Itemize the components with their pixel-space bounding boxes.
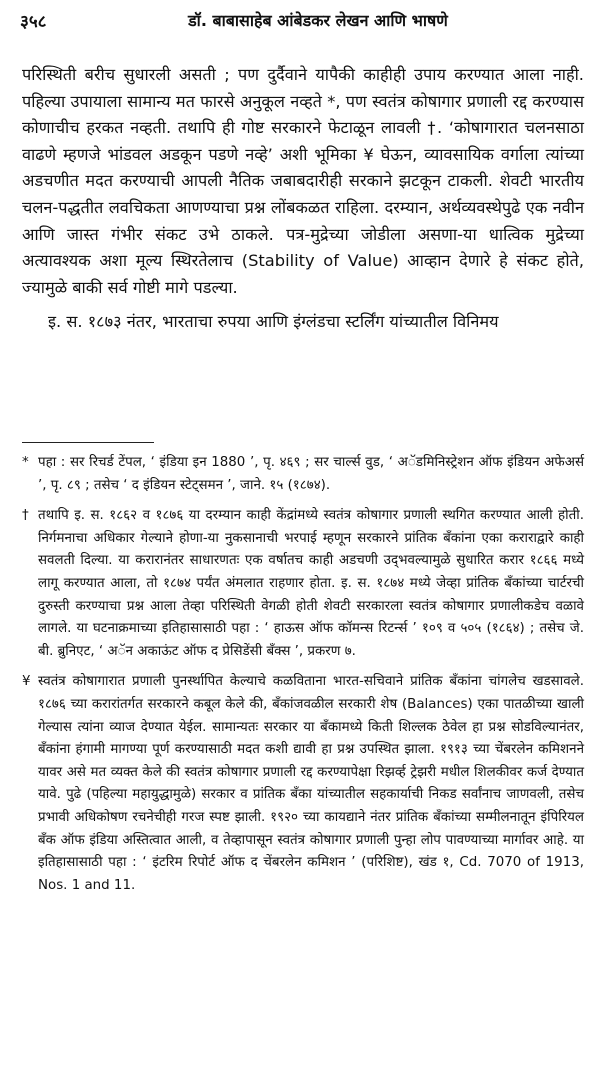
body-paragraph: परिस्थिती बरीच सुधारली असती ; पण दुर्दैवाने यापैकी काहीही उपाय करण्यात आला नाही. पहिल्या उपायाला सामान्य मत फारसे अनुकूल नव्हते *, पण स्वतंत्र कोषागार प्रणाली रद्द करण्यास कोणाचीच हरकत नव्हती. तथापि ही गोष्ट सरकारने फेटाळून लावली †. ‘कोषागारात चलनसाठा वाढणे म्हणजे भांडवल अडकून पडणे नव्हे’ अशी भूमिका ¥ घेऊन, व्यावसायिक वर्गाला त्यांच्या अडचणीत मदत करण्याची आपली नैतिक जबाबदारीही सरकाने झटकून टाकली. शेवटी भारतीय चलन-पद्धतीत लवचिकता आणण्याचा प्रश्न लोंबकळत राहिला. दरम्यान, अर्थव्यवस्थेपुढे एक नवीन आणि जास्त गंभीर संकट उभे ठाकले. पत्र-मुद्रेच्या जोडीला असणा-या धात्विक मुद्रेच्या अत्यावश्यक अशा मूल्य स्थिरतेलाच (Stability of Value) आव्हान देणारे हे संकट होते, ज्यामुळे बाकी सर्व गोष्टी मागे पडल्या. [22, 65, 584, 297]
footnote-marker: * [22, 455, 29, 470]
page-number: ३५८ [20, 11, 47, 32]
footnote-text: स्वतंत्र कोषागारात प्रणाली पुनर्स्थापित केल्याचे कळविताना भारत-सचिवाने प्रांतिक बँकांना चांगलेच खडसावले. १८७६ च्या करारांतर्गत सरकारने कबूल केले की, बँकांजवळील सरकारी शेष (Balances) एका पातळीच्या खाली गेल्यास त्यांना व्याज देण्यात येईल. सामान्यतः सरकार या बँकामध्ये किती शिल्लक ठेवेल हा प्रश्न सोडविल्यानंतर, बँकांना हंगामी मागण्या पूर्ण करण्यासाठी मदत कशी द्यावी हा प्रश्न उपस्थित झाला. १९१३ च्या चेंबरलेन कमिशनने यावर असे मत व्यक्त केले की स्वतंत्र कोषागार प्रणाली रद्द करण्यापेक्षा रिझर्व्ह ट्रेझरी मधील शिलकीवर कर्ज देण्यात यावे. पुढे (पहिल्या महायुद्धामुळे) सरकार व प्रांतिक बँका यांच्यातील सहकार्याची निकड सर्वांनाच जाणवली, तसेच प्रभावी अधिकोषण रचनेचीही गरज स्पष्ट झाली. १९२० च्या कायद्याने नंतर प्रांतिक बँकांच्या सम्मीलनातून इंपिरियल बँक ऑफ इंडिया अस्तित्वात आली, व तेव्हापासून स्वतंत्र कोषागार प्रणाली पुन्हा लोप पावण्याच्या मार्गावर आहे. या इतिहासासाठी पहा : ‘ इंटरिम रिपोर्ट ऑफ द चेंबरलेन कमिशन ’ (परिशिष्ट), खंड १, Cd. 7070 of 1913, Nos. 1 and 11. [38, 674, 584, 893]
footnote-yen [22, 671, 584, 897]
footnote-marker: ¥ [22, 674, 31, 690]
footnotes [22, 452, 584, 905]
page-header [20, 6, 586, 34]
body-continuation-line: इ. स. १८७३ नंतर, भारताचा रुपया आणि इंग्लंडचा स्टर्लिंग यांच्यातील विनिमय [48, 312, 499, 332]
main-text [22, 62, 584, 336]
footnote-marker: † [22, 508, 29, 524]
footnote-dagger [22, 505, 584, 663]
footnote-text: पहा : सर रिचर्ड टेंपल, ‘ इंडिया इन 1880 ’, पृ. ४६९ ; सर चार्ल्स वुड, ‘ अॅडमिनिस्ट्रेशन ऑफ इंडियन अफेअर्स ’, पृ. ८९ ; तसेच ‘ द इंडियन स्टेट्समन ’, जाने. १५ (१८७४). [38, 455, 584, 493]
footnote-asterisk [22, 452, 584, 497]
running-title: डॉ. बाबासाहेब आंबेडकर लेखन आणि भाषणे [188, 11, 448, 30]
footnote-rule [22, 442, 154, 443]
footnote-text: तथापि इ. स. १८६२ व १८७६ या दरम्यान काही केंद्रांमध्ये स्वतंत्र कोषागार प्रणाली स्थगित करण्यात आली होती. निर्गमनाचा अधिकार गेल्याने होणा-या नुकसानाची भरपाई म्हणून सरकारने प्रांतिक बँकांना एका कराराद्वारे काही सवलती दिल्या. या करारानंतर साधारणतः एक वर्षातच काही अडचणी उद्‌भवल्यामुळे सुधारित करार १८६६ मध्ये लागू करण्यात आला, तो १८७४ पर्यंत अंमलात राहणार होता. इ. स. १८७४ मध्ये जेव्हा प्रांतिक बँकांच्या चार्टरची दुरुस्ती करण्याचा प्रश्न आला तेव्हा परिस्थिती वेगळी होती शेवटी सरकारला स्वतंत्र कोषागार प्रणालीकडेच वळावे लागले. या घटनाक्रमाच्या इतिहासासाठी पहा : ‘ हाऊस ऑफ कॉमन्स रिटर्न्स ’ १०९ व ५०५ (१८६४) ; तसेच जे. बी. ब्रुनिएट, ‘ अॅन अकाऊंट ऑफ द प्रेसिडेंसी बँक्स ’, प्रकरण ७. [38, 508, 584, 659]
